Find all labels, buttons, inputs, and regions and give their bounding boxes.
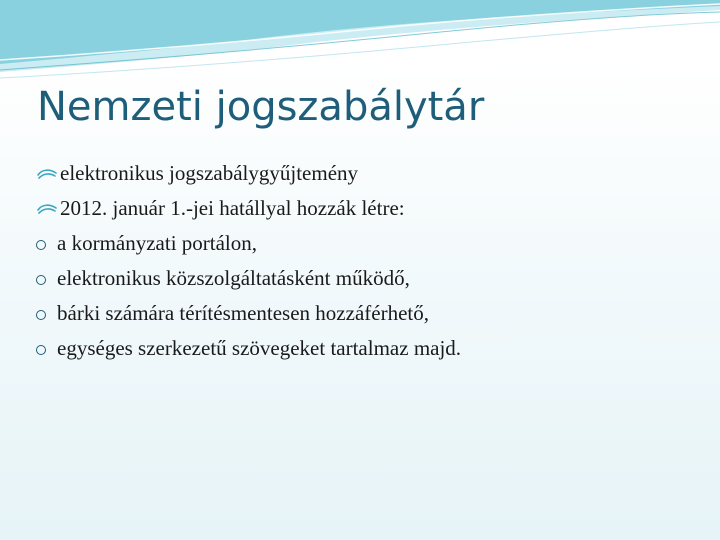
swirl-bullet-icon <box>36 168 60 180</box>
list-item-text: elektronikus közszolgáltatásként működő, <box>57 266 410 290</box>
list-item-text: elektronikus jogszabálygyűjtemény <box>60 161 359 185</box>
list-item-text: bárki számára térítésmentesen hozzáférhető, <box>57 301 429 325</box>
list-item <box>36 156 461 191</box>
circle-bullet-icon <box>36 307 57 320</box>
swirl-bullet-icon <box>36 203 60 215</box>
list-item <box>36 226 461 261</box>
list-item <box>36 261 461 296</box>
list-item-text: a kormányzati portálon, <box>57 231 258 255</box>
list-item-text: 2012. január 1.-jei hatállyal hozzák létre: <box>60 196 405 220</box>
list-item <box>36 191 461 226</box>
list-item <box>36 296 461 331</box>
slide-title: Nemzeti jogszabálytár <box>37 84 485 130</box>
list-item <box>36 331 461 366</box>
circle-bullet-icon <box>36 342 57 355</box>
circle-bullet-icon <box>36 237 57 250</box>
header-wave-decoration <box>0 0 720 90</box>
list-item-text: egységes szerkezetű szövegeket tartalmaz majd. <box>57 336 462 360</box>
bullet-list <box>36 156 461 366</box>
circle-bullet-icon <box>36 272 57 285</box>
